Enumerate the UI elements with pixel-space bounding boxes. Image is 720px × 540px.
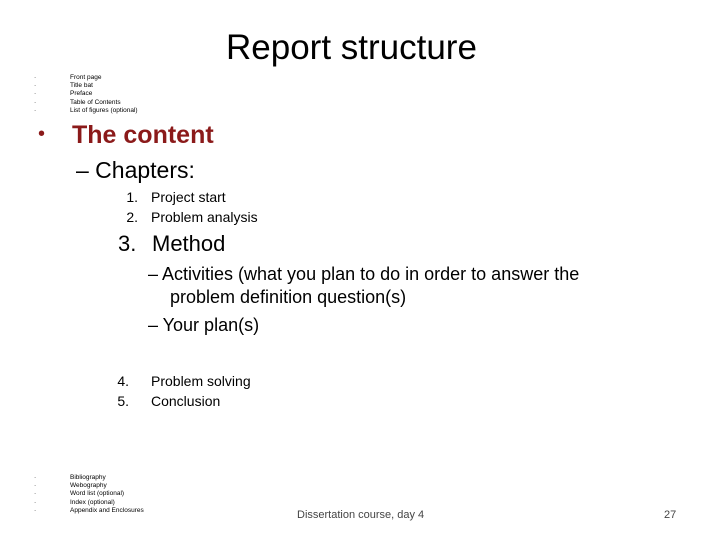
chapters-label: – Chapters: <box>76 157 195 183</box>
chapter-item: 5. Conclusion <box>117 393 221 409</box>
chapter-method: 3. Method <box>118 231 226 256</box>
page-number: 27 <box>664 509 677 521</box>
chapter-item: 2. Problem analysis <box>126 209 258 225</box>
chapter-item: 1. Project start <box>126 189 226 205</box>
slide-title: Report structure <box>226 28 477 67</box>
chapter-item: 4. Problem solving <box>117 373 251 389</box>
footer-text: Dissertation course, day 4 <box>297 509 425 521</box>
method-sub-item: – Your plan(s) <box>148 315 260 335</box>
bullet-icon: • <box>38 123 46 145</box>
method-sub-item: problem definition question(s) <box>170 287 407 307</box>
content-heading: • The content <box>38 117 214 152</box>
method-sub-item: – Activities (what you plan to do in order to answer the <box>148 264 580 284</box>
